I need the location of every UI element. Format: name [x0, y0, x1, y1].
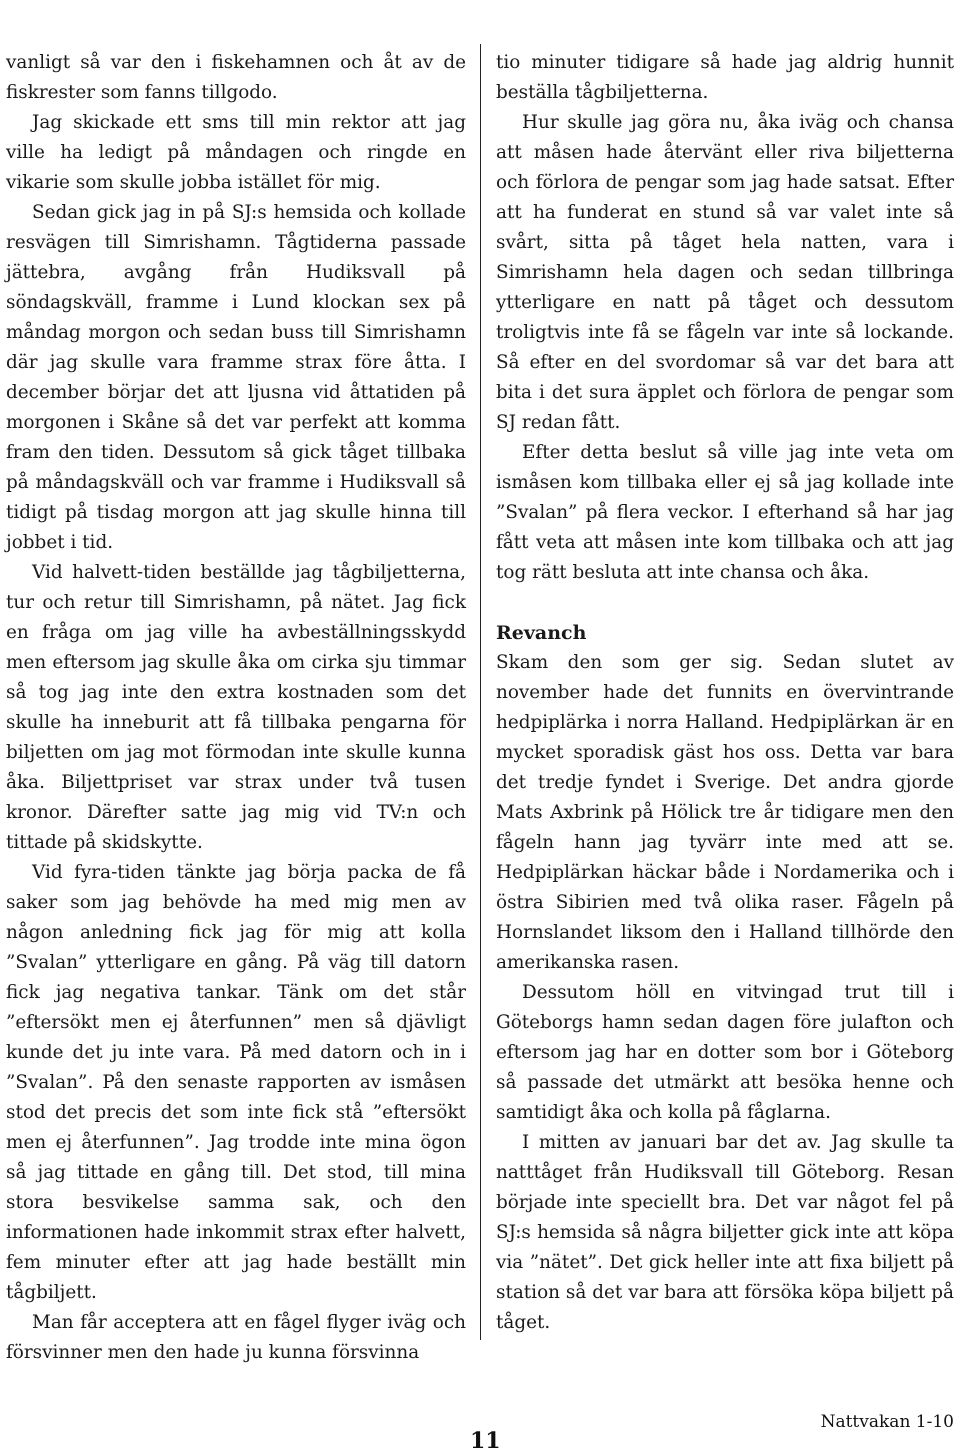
- left-column: [6, 48, 466, 1368]
- left-paragraph-6: Man får acceptera att en fågel flyger iväg och försvinner men den hade ju kunna försvinna: [6, 1312, 466, 1363]
- left-paragraph-1: vanligt så var den i fiskehamnen och åt av de fiskrester som fanns tillgodo.: [6, 52, 466, 103]
- right-paragraph-5: Dessutom höll en vitvingad trut till i Göteborgs hamn sedan dagen före julafton och eftersom jag har en dotter som bor i Göteborg så passade det utmärkt att besöka henne och samtidigt åka och kolla på fåglarna.: [496, 982, 954, 1123]
- page-number: 11: [470, 1428, 501, 1454]
- right-paragraph-2: Hur skulle jag göra nu, åka iväg och chansa att måsen hade återvänt eller riva biljetterna och förlora de pengar som jag hade satsat. Efter att ha funderat en stund så var valet inte så svårt, sitta på tåget hela natten, vara i Simrishamn hela dagen och sedan tillbringa ytterligare en natt på tåget och dessutom troligtvis inte få se fågeln var inte så lockande. Så efter en del svordomar så var det bara att bita i det sura äpplet och förlora de pengar som SJ redan fått.: [496, 112, 954, 433]
- left-paragraph-2: Jag skickade ett sms till min rektor att jag ville ha ledigt på måndagen och ringde en vikarie som skulle jobba istället för mig.: [6, 112, 466, 193]
- left-paragraph-5: Vid fyra-tiden tänkte jag börja packa de få saker som jag behövde ha med mig men av någon anledning fick jag för mig att kolla ”Svalan” ytterligare en gång. På väg till datorn fick jag negativa tankar. Tänk om det står ”eftersökt men ej återfunnen” men så djävligt kunde det ju inte vara. På med datorn och in i ”Svalan”. På den senaste rapporten av ismåsen stod det precis det som inte fick stå ”eftersökt men ej återfunnen”. Jag trodde inte mina ögon så jag tittade en gång till. Det stod, till mina stora besvikelse samma sak, och den informationen hade inkommit strax efter halvett, fem minuter efter att jag hade beställt min tågbiljett.: [6, 862, 466, 1303]
- section-heading: Revanch: [496, 622, 587, 644]
- left-paragraph-4: Vid halvett-tiden beställde jag tågbiljetterna, tur och retur till Simrishamn, på nätet. Jag fick en fråga om jag ville ha avbeställningsskydd men eftersom jag skulle åka om cirka sju timmar så tog jag inte den extra kostnaden som det skulle ha inneburit att få tillbaka pengarna för biljetten om jag mot förmodan inte skulle kunna åka. Biljettpriset var strax under två tusen kronor. Därefter satte jag mig vid TV:n och tittade på skidskytte.: [6, 562, 466, 853]
- footer-title: Nattvakan 1-10: [820, 1412, 954, 1432]
- column-divider: [480, 44, 481, 1340]
- right-paragraph-4: Skam den som ger sig. Sedan slutet av november hade det funnits en övervintrande hedpiplärka i norra Halland. Hedpiplärkan är en mycket sporadisk gäst hos oss. Detta var bara det tredje fyndet i Sverige. Det andra gjorde Mats Axbrink på Hölick tre år tidigare men den fågeln hann jag tyvärr inte med att se. Hedpiplärkan häckar både i Nordamerika och i östra Sibirien med två olika raser. Fågeln på Hornslandet liksom den i Halland tillhörde den amerikanska rasen.: [496, 652, 954, 973]
- right-column: [496, 48, 954, 1338]
- right-paragraph-1: tio minuter tidigare så hade jag aldrig hunnit beställa tågbiljetterna.: [496, 52, 954, 103]
- left-paragraph-3: Sedan gick jag in på SJ:s hemsida och kollade resvägen till Simrishamn. Tågtiderna passade jättebra, avgång från Hudiksvall på söndagskväll, framme i Lund klockan sex på måndag morgon och sedan buss till Simrishamn där jag skulle vara framme strax före åtta. I december börjar det att ljusna vid åttatiden på morgonen i Skåne så det var perfekt att komma fram den tiden. Dessutom så gick tåget tillbaka på måndagskväll och var framme i Hudiksvall så tidigt på tisdag morgon att jag skulle hinna till jobbet i tid.: [6, 202, 466, 553]
- right-paragraph-3: Efter detta beslut så ville jag inte veta om ismåsen kom tillbaka eller ej så jag kollade inte ”Svalan” på flera veckor. I efterhand så har jag fått veta att måsen inte kom tillbaka och att jag tog rätt besluta att inte chansa och åka.: [496, 442, 954, 583]
- right-paragraph-6: I mitten av januari bar det av. Jag skulle ta natttåget från Hudiksvall till Göteborg. Resan började inte speciellt bra. Det var något fel på SJ:s hemsida så några biljetter gick inte att köpa via ”nätet”. Det gick heller inte att fixa biljett på station så det var bara att försöka köpa biljett på tåget.: [496, 1132, 954, 1333]
